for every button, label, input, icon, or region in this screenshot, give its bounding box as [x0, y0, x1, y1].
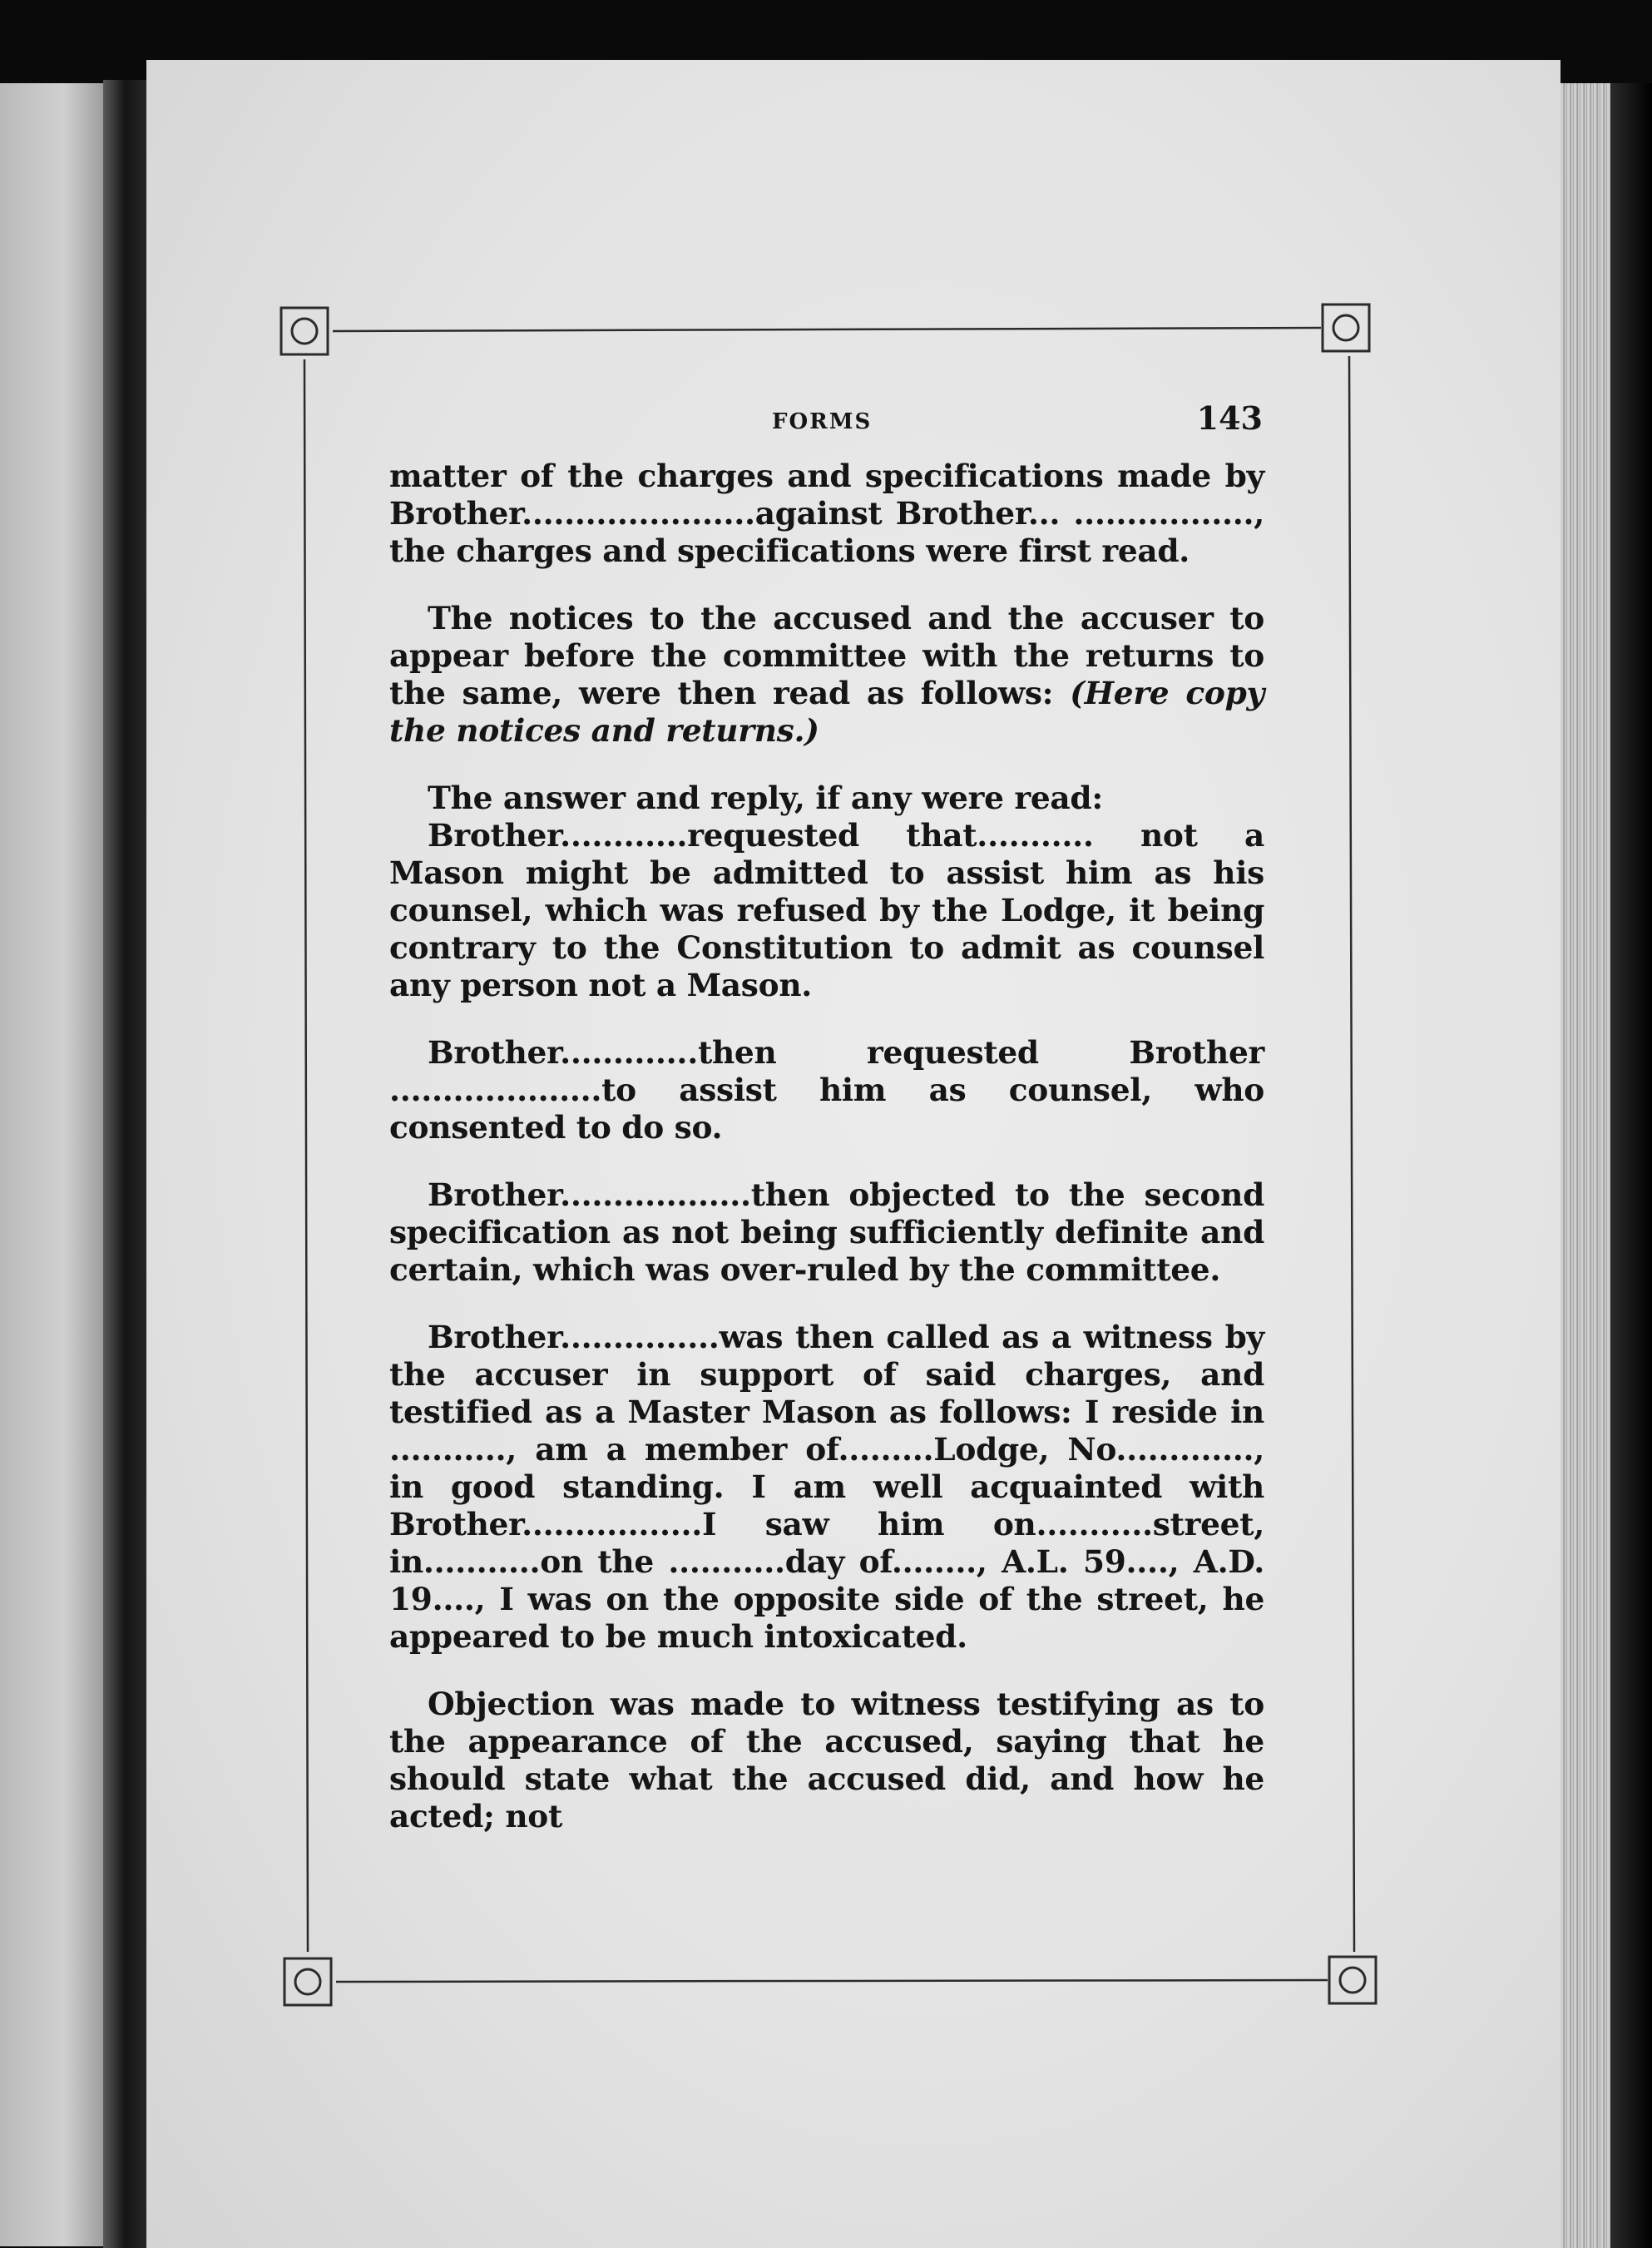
page-text-block [389, 399, 1264, 1865]
paragraph-8: Objection was made to witness testifying as to the appearance of the accused, saying that he should state what the accused did, and how he acted; not [389, 1686, 1264, 1835]
paragraph-1: matter of the charges and specifications made by Brother......................against Brother... ................., the charges and specifications were first read. [389, 458, 1264, 569]
paragraph-3: The answer and reply, if any were read: [428, 780, 1103, 816]
paragraph-2 [389, 600, 1264, 750]
running-head: FORMS [772, 409, 873, 434]
page-number: 143 [1196, 399, 1263, 437]
paragraph-7: Brother...............was then called as a witness by the accuser in support of said charges, and testified as a Master Mason as follows: I reside in ..........., am a member of.........Lodge, No............., in good standing. I am well acquainted with Brother.................I saw him on...........street, in...........on the ...........day of........, A.L. 59...., A.D. 19...., I was on the opposite side of the street, he appeared to be much intoxicated. [389, 1319, 1264, 1655]
paragraph-6: Brother..................then objected to the second specification as not being sufficiently definite and certain, which was over-ruled by the committee. [389, 1176, 1264, 1288]
corner-ornament-top-right [1323, 305, 1369, 351]
paragraph-5: Brother.............then requested Brother ....................to assist him as counsel, who consented to do so. [389, 1034, 1264, 1146]
corner-ornament-bottom-left [284, 1958, 331, 2005]
corner-ornament-top-left [281, 308, 328, 354]
paragraph-2-text: The notices to the accused and the accuser to appear before the committee with the returns to the same, were then read as follows: [389, 600, 1264, 711]
page-header [389, 399, 1264, 458]
paragraph-4: Brother............requested that........... not a Mason might be admitted to assist him as his counsel, which was refused by the Lodge, it being contrary to the Constitution to admit as counsel any person not a Mason. [389, 817, 1264, 1003]
corner-ornament-bottom-right [1329, 1957, 1376, 2003]
paragraph-2-italic-note: (Here copy the notices and returns.) [389, 675, 1264, 749]
